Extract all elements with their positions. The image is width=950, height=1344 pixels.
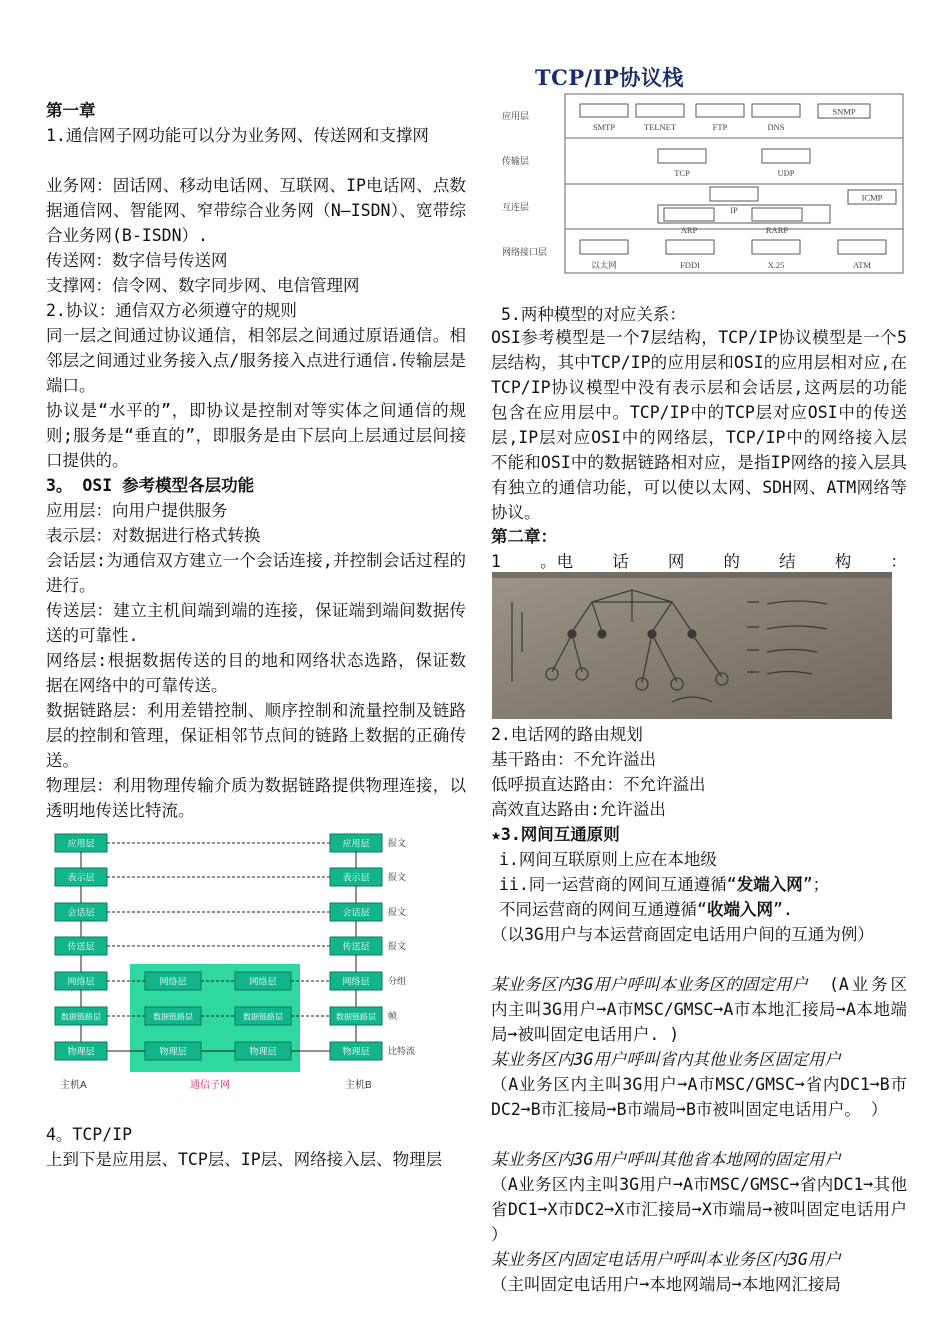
principle-2-bold: 发端入网: [736, 875, 803, 894]
net-protocol-label: FDDI: [680, 260, 700, 270]
net-protocol-label: 以太网: [591, 260, 617, 270]
route-2: 低呼损直达路由：不允许溢出: [491, 775, 706, 794]
example-3-body: （A业务区内主叫3G用户➞A市MSC/GMSC➞省内DC1➞其他省DC1➞X市DC2➞X市汇接局➞X市端局➞被叫固定电话用户 ）: [491, 1175, 907, 1244]
para-2b: 协议是“水平的”，即协议是控制对等实体之间通信的规则;服务是“垂直的”，即服务是由下层向上层通过层间接口提供的。: [46, 401, 466, 470]
osi-layer-label: 传送层: [67, 941, 95, 952]
osi-layer-label: 数据链路层: [61, 1012, 101, 1022]
osi-unit-label: 报文: [388, 872, 407, 882]
osi-layer-label: 数据链路层: [336, 1012, 376, 1022]
net-protocol-box: [666, 240, 714, 254]
app-protocol-box: [752, 104, 800, 117]
para-1b: 传送网：数字信号传送网: [46, 251, 228, 270]
para-2a: 同一层之间通过协议通信，相邻层之间通过原语通信。相邻层之间通过业务接入点/服务接入点进行通信.传输层是端口。: [46, 326, 466, 395]
principle-3: [499, 897, 793, 922]
net-protocol-label: ATM: [853, 260, 871, 270]
snmp-label: SNMP: [832, 106, 856, 117]
chapter-2-heading: 第二章：: [491, 527, 557, 546]
telephone-network-photo: [492, 572, 892, 719]
ip-top-box: [710, 187, 758, 201]
layer-desc-3: 会话层:为通信双方建立一个会话连接,并控制会话过程的进行。: [46, 551, 466, 595]
row-label: 应用层: [502, 111, 530, 121]
layer-desc-4: 传送层：建立主机间端到端的连接，保证端到端间数据传送的可靠性.: [46, 601, 466, 645]
c2p1-6: 构: [834, 552, 852, 571]
layer-desc-6: 数据链路层：利用差错控制、顺序控制和流量控制及链路层的控制和管理，保证相邻节点间的链路上数据的正确传送。: [46, 701, 466, 770]
principle-example: （以3G用户与本运营商固定电话用户间的互通为例）: [491, 925, 874, 944]
app-protocol-box: [580, 104, 628, 117]
layer-desc-2: 表示层：对数据进行格式转换: [46, 526, 261, 545]
arp-label: ARP: [680, 225, 698, 235]
osi-layer-label: 应用层: [67, 838, 95, 849]
rarp-box: [752, 208, 802, 221]
app-protocol-box: [636, 104, 684, 117]
arp-box: [664, 208, 714, 221]
para-5a: OSI参考模型是一个7层结构，TCP/IP协议模型是一个5层结构，其中TCP/IP的应用层和OSI的应用层相对应,在TCP/IP协议模型中没有表示层和会话层,这两层的功能包含在应用层中。TCP/IP中的TCP层对应OSI中的传送层,IP层对应OSI中的网络层，TCP/IP中的网络接入层不能和OSI中的数据链路相对应，是指IP网络的接入层具有独立的通信功能，可以使以太网、SDH网、ATM网络等协议。: [491, 328, 907, 522]
para-3-heading: 3。 OSI 参考模型各层功能: [46, 476, 255, 495]
subnet-layer-label: 数据链路层: [153, 1012, 193, 1022]
para-1: 1.通信网子网功能可以分为业务网、传送网和支撑网: [46, 126, 429, 145]
osi-layer-label: 会话层: [342, 907, 370, 918]
para-1c: 支撑网：信令网、数字同步网、电信管理网: [46, 276, 360, 295]
c2p1-2: 话: [612, 552, 629, 571]
osi-unit-label: 报文: [388, 907, 407, 917]
app-protocol-label: TELNET: [643, 122, 677, 132]
subnet-label: 通信子网: [190, 1080, 230, 1091]
osi-unit-label: 报文: [388, 838, 407, 848]
row-label: 网络接口层: [502, 247, 548, 257]
subnet-layer-label: 数据链路层: [243, 1012, 283, 1022]
osi-layer-label: 传送层: [342, 941, 370, 952]
para-5: 5.两种模型的对应关系：: [501, 305, 686, 324]
host-a-label: 主机A: [60, 1080, 87, 1091]
route-1: 基干路由：不允许溢出: [491, 750, 656, 769]
para-1a: 业务网：固话网、移动电话网、互联网、IP电话网、点数据通信网、智能网、窄带综合业务网（N—ISDN）、宽带综合业务网(B-ISDN）.: [46, 176, 466, 245]
osi-unit-label: 比特流: [388, 1046, 416, 1056]
osi-layer-label: 物理层: [67, 1046, 95, 1057]
rarp-label: RARP: [765, 225, 789, 235]
osi-layer-label: 物理层: [342, 1046, 370, 1057]
osi-model-diagram: [50, 826, 442, 1096]
udp-box: [762, 149, 810, 163]
ip-label: IP: [730, 205, 738, 215]
subnet-layer-label: 网络层: [249, 976, 277, 987]
app-protocol-label: FTP: [712, 122, 728, 132]
example-2-title: 某业务区内3G用户呼叫省内其他业务区固定用户: [491, 1050, 841, 1069]
row-label: 互连层: [502, 202, 530, 212]
osi-layer-label: 表示层: [67, 872, 95, 883]
tcpip-figure-title: TCP/IP协议栈: [535, 65, 684, 90]
c2p1-1: 。电: [540, 552, 574, 571]
c2p1-3: 网: [667, 552, 685, 571]
osi-unit-label: 分组: [388, 976, 407, 986]
layer-desc-1: 应用层：向用户提供服务: [46, 501, 228, 520]
c2p1-4: 的: [723, 552, 740, 571]
osi-layer-label: 网络层: [67, 976, 95, 987]
osi-unit-label: 报文: [388, 941, 407, 951]
tcp-label: TCP: [674, 168, 690, 178]
osi-unit-label: 帧: [388, 1011, 398, 1021]
subnet-layer-label: 网络层: [159, 976, 187, 987]
row-label: 传输层: [502, 156, 530, 166]
tcpip-stack-diagram: [500, 92, 904, 275]
example-4-title: 某业务区内固定电话用户呼叫本业务区内3G用户: [491, 1250, 841, 1269]
interconnect-heading: ★3.网间互通原则: [491, 825, 620, 844]
udp-label: UDP: [777, 168, 795, 178]
route-3: 高效直达路由:允许溢出: [491, 800, 666, 819]
osi-layer-label: 网络层: [342, 976, 370, 987]
example-1-body: (A业务区内主叫3G用户➞A市MSC/GMSC➞A市本地汇接局➞A本地端局➞被叫固定电话用户. ): [491, 975, 907, 1044]
net-protocol-box: [580, 240, 628, 254]
osi-layer-label: 表示层: [342, 872, 370, 883]
example-4-body: （主叫固定电话用户➞本地网端局➞本地网汇接局: [491, 1275, 841, 1294]
subnet-layer-label: 物理层: [249, 1046, 277, 1057]
c2p1-0: 1: [491, 552, 501, 571]
para-4: 4。TCP/IP: [46, 1125, 133, 1144]
para-4a: 上到下是应用层、TCP层、IP层、网络接入层、物理层: [46, 1150, 443, 1169]
osi-layer-label: 应用层: [342, 838, 370, 849]
principle-1: i.网间互联原则上应在本地级: [499, 850, 717, 869]
layer-desc-5: 网络层:根据数据传送的目的地和网络状态选路，保证数据在网络中的可靠传送。: [46, 651, 466, 695]
app-protocol-label: DNS: [767, 122, 785, 132]
subnet-layer-label: 物理层: [159, 1046, 187, 1057]
layer-desc-7: 物理层：利用物理传输介质为数据链路提供物理连接，以透明地传送比特流。: [46, 776, 466, 820]
c2-para-2: 2.电话网的路由规划: [491, 725, 643, 744]
host-b-label: 主机B: [345, 1080, 372, 1091]
example-1-title: 某业务区内3G用户呼叫本业务区的固定用户: [491, 975, 808, 994]
c2p1-7: ：: [890, 552, 907, 571]
c2-para-1: [491, 549, 907, 574]
tcp-box: [658, 149, 706, 163]
principle-3-bold: 收端入网: [706, 900, 773, 919]
principle-2-end: ”；: [802, 875, 830, 894]
c2p1-5: 结: [779, 552, 796, 571]
chapter-1-heading: 第一章: [46, 101, 96, 120]
principle-2-text: ii.同一运营商的网间互通遵循“: [499, 875, 737, 894]
net-protocol-label: X.25: [767, 260, 785, 270]
example-3-title: 某业务区内3G用户呼叫其他省本地网的固定用户: [491, 1150, 841, 1169]
osi-layer-label: 会话层: [67, 907, 95, 918]
principle-3-end: ”.: [772, 900, 793, 919]
principle-2: [499, 872, 829, 897]
principle-3-text: 不同运营商的网间互通遵循“: [499, 900, 707, 919]
net-protocol-box: [752, 240, 800, 254]
app-protocol-label: SMTP: [592, 122, 616, 132]
para-2: 2.协议：通信双方必须遵守的规则: [46, 301, 297, 320]
example-2-body: （A业务区内主叫3G用户➞A市MSC/GMSC➞省内DC1➞B市DC2➞B市汇接局➞B市端局➞B市被叫固定电话用户。 ）: [491, 1075, 907, 1119]
app-protocol-box: [696, 104, 744, 117]
net-protocol-box: [838, 240, 886, 254]
icmp-label: ICMP: [861, 192, 883, 203]
